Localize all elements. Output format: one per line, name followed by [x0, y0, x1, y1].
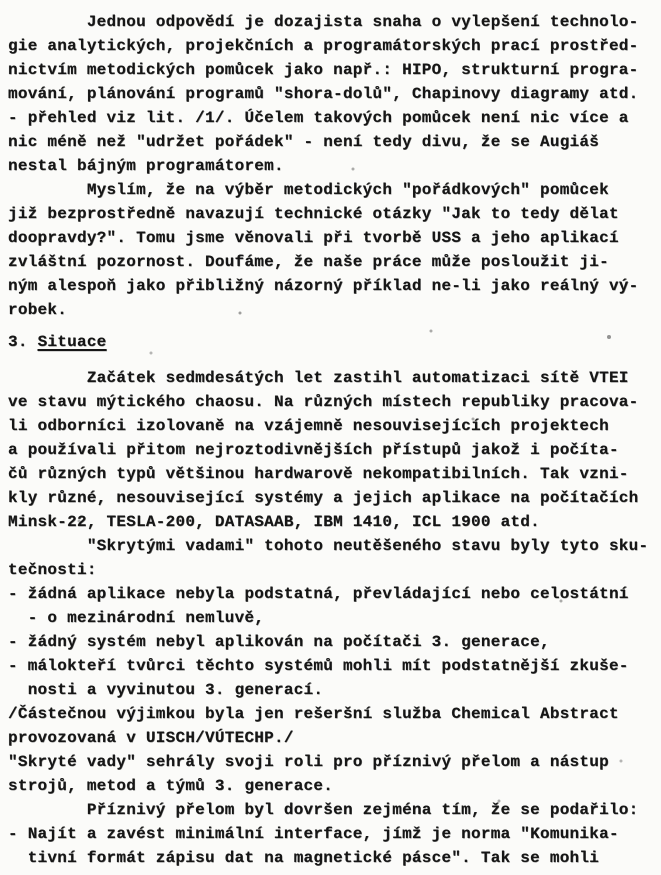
- text-line: Myslím, že na výběr metodických "pořádkových" pomůcek: [8, 181, 609, 199]
- text-line: nosti a vyvinutou 3. generací.: [8, 681, 324, 699]
- text-line: - Najít a zavést minimální interface, jímž je norma "Komunika-: [8, 825, 619, 843]
- text-line: nic méně než "udržet pořádek" - není tedy divu, že se Augiáš: [8, 133, 600, 151]
- text-line: tečnosti:: [8, 561, 97, 579]
- text-line: strojů, metod a týmů 3. generace.: [8, 777, 334, 795]
- text-line: doopravdy?". Tomu jsme věnovali při tvorbě USS a jeho aplikací: [8, 229, 619, 247]
- text-line: - přehled viz lit. /1/. Účelem takových pomůcek není nic více a: [8, 109, 629, 127]
- text-line: již bezprostředně navazují technické otázky "Jak to tedy dělat: [8, 205, 619, 223]
- text-line: provozovaná v UISCH/VÚTECHP./: [8, 729, 294, 747]
- text-line: nestal bájným programátorem.: [8, 157, 284, 175]
- text-line: li odborníci izolovaně na vzájemně nesouvisejících projektech: [8, 417, 609, 435]
- section-title: Situace: [37, 333, 107, 351]
- text-line: - žádný systém nebyl aplikován na počítači 3. generace,: [8, 633, 550, 651]
- text-line: tivní formát zápisu dat na magnetické pásce". Tak se mohli: [8, 849, 600, 867]
- scan-noise: [0, 0, 2, 2]
- text-line: "Skryté vady" sehrály svoji roli pro příznivý přelom a nástup: [8, 753, 609, 771]
- text-line: mování, plánování programů "shora-dolů", Chapinovy diagramy atd.: [8, 85, 639, 103]
- text-line: a používali přitom nejroztodivnějších přístupů jakož i počíta-: [8, 441, 619, 459]
- text-line: - o mezinárodní nemluvě,: [8, 609, 265, 627]
- text-line: zvláštní pozornost. Doufáme, že naše práce může posloužit ji-: [8, 253, 609, 271]
- text-line: Příznivý přelom byl dovršen zejména tím, že se podařilo:: [8, 801, 639, 819]
- text-line: čů různých typů většinou hardwarově nekompatibilních. Tak vzni-: [8, 465, 629, 483]
- text-line: ve stavu mýtického chaosu. Na různých místech republiky pracova-: [8, 393, 639, 411]
- text-line: Minsk-22, TESLA-200, DATASAAB, IBM 1410, ICL 1900 atd.: [8, 513, 540, 531]
- text-line: gie analytických, projekčních a programátorských prací prostřed-: [8, 37, 639, 55]
- text-line: ným alespoň jako přibližný názorný příklad ne-li jako reálný vý-: [8, 277, 639, 295]
- text-line: - žádná aplikace nebyla podstatná, převládající nebo celostátní: [8, 585, 629, 603]
- text-line: "Skrytými vadami" tohoto neutěšeného stavu byly tyto sku-: [8, 537, 649, 555]
- text-line: robek.: [8, 301, 68, 319]
- text-line: nictvím metodických pomůcek jako např.: HIPO, strukturní progra-: [8, 61, 639, 79]
- text-line: Začátek sedmdesátých let zastihl automatizaci sítě VTEI: [8, 369, 629, 387]
- text-line: - málokteří tvůrci těchto systémů mohli mít podstatnější zkuše-: [8, 657, 629, 675]
- document-page: [8, 10, 656, 870]
- text-line: Jednou odpovědí je dozajista snaha o vylepšení technolo-: [8, 13, 639, 31]
- section-number: 3.: [8, 333, 28, 351]
- text-line: kly různé, nesouvisející systémy a jejich aplikace na počítačích: [8, 489, 639, 507]
- section-heading: [8, 330, 656, 354]
- text-line: /Částečnou výjimkou byla jen rešeršní služba Chemical Abstract: [8, 705, 619, 723]
